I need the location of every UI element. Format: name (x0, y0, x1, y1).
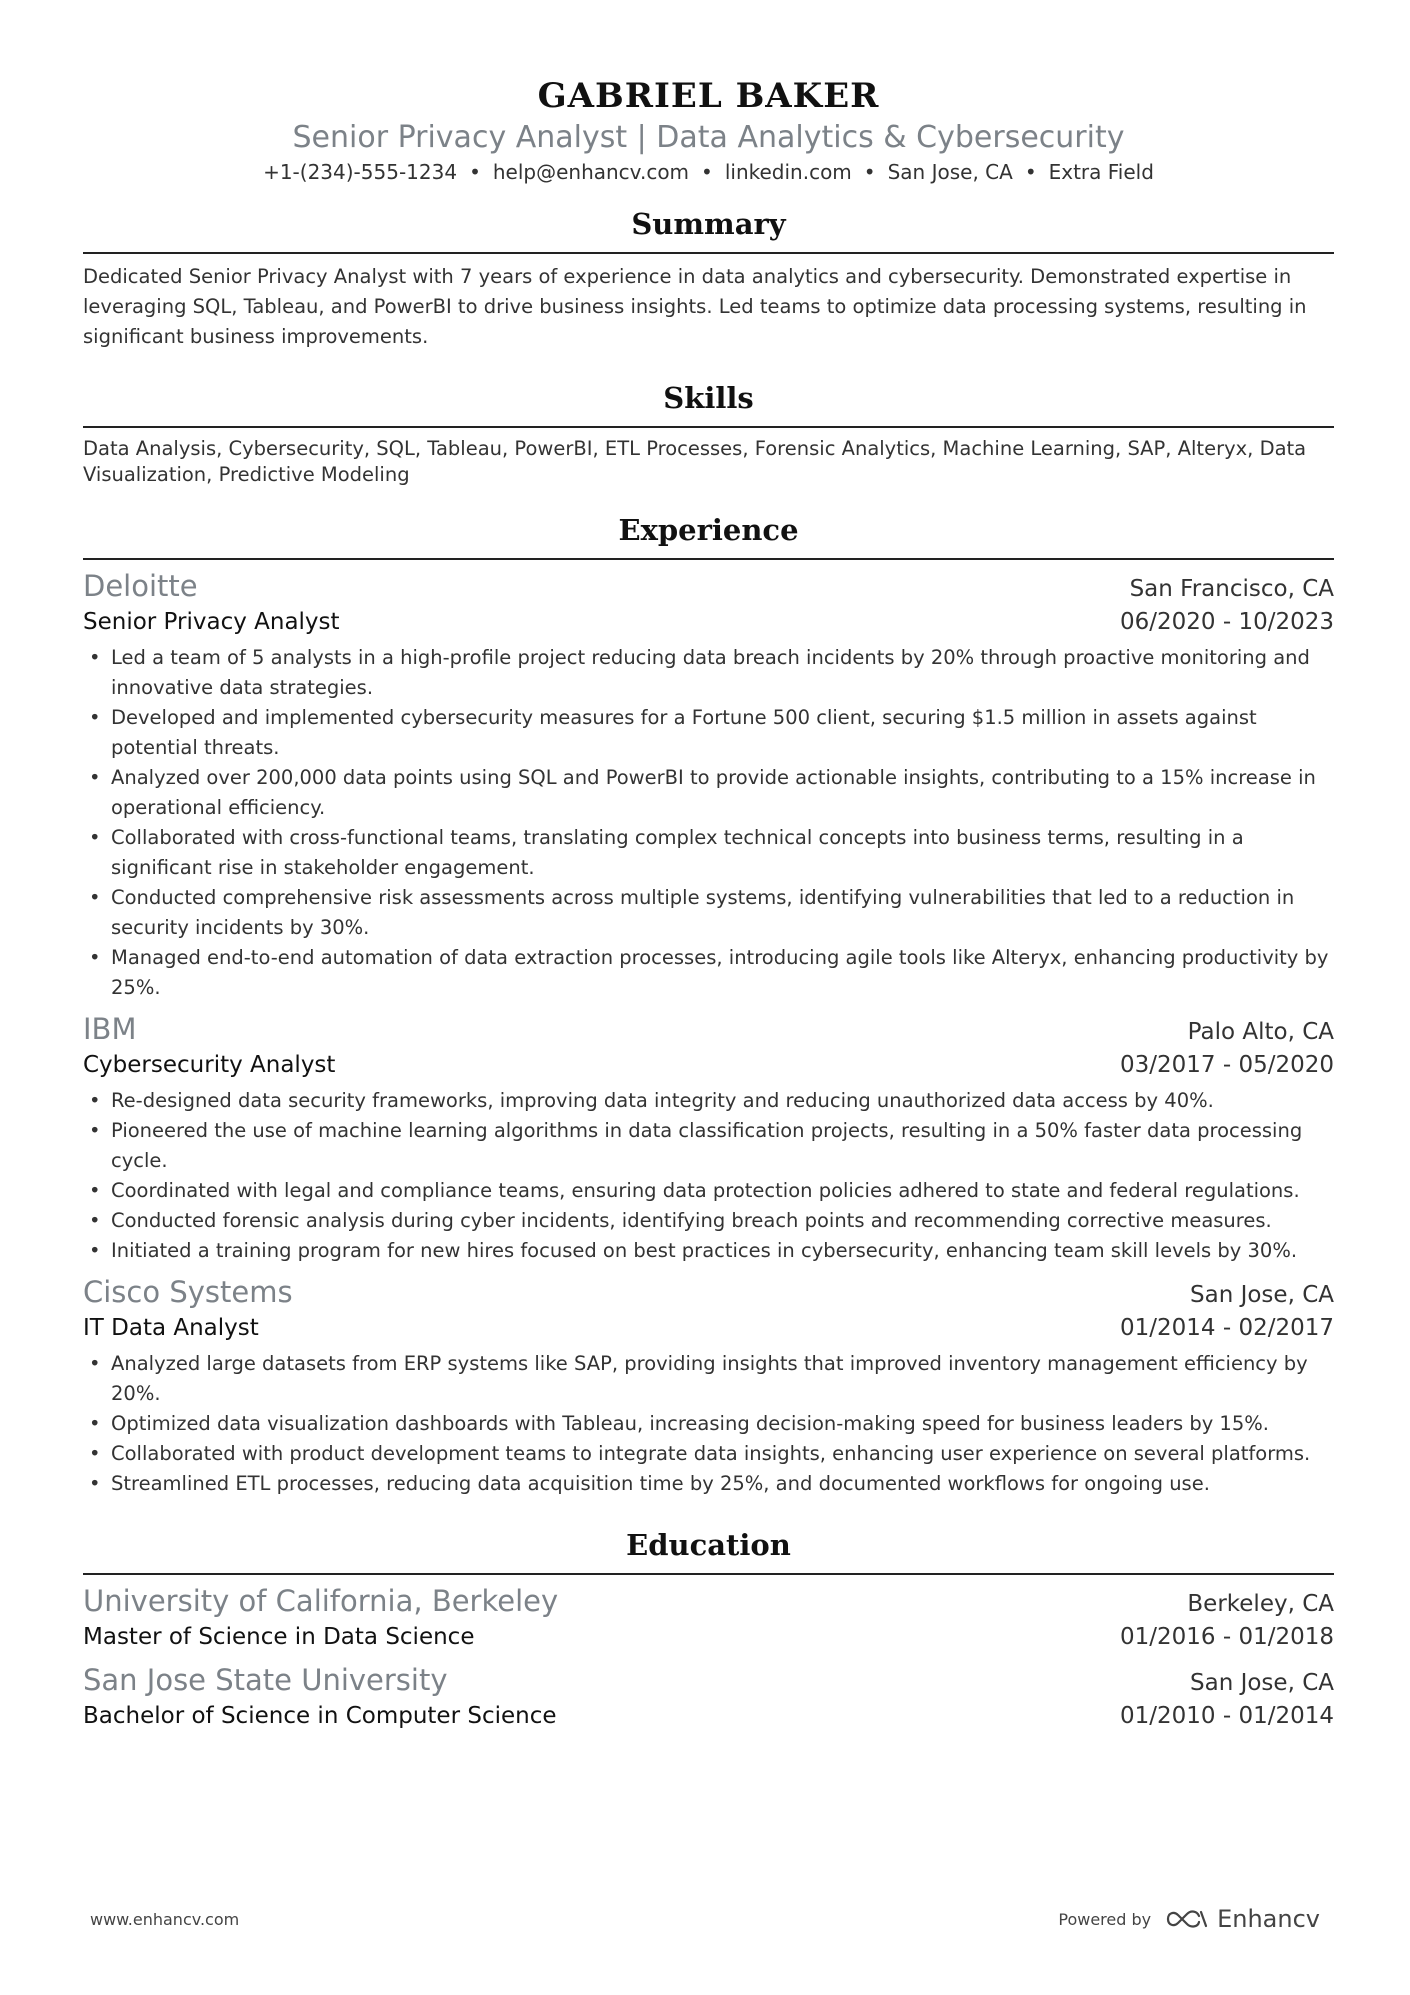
school-name: University of California, Berkeley (83, 1584, 559, 1618)
job-entry-ibm (83, 1011, 1334, 1266)
job-dates: 01/2014 - 02/2017 (1119, 1315, 1334, 1341)
enhancv-logo-icon (1165, 1908, 1209, 1930)
school-location: Berkeley, CA (1187, 1591, 1334, 1617)
contact-separator: • (863, 160, 876, 184)
footer-url[interactable]: www.enhancv.com (90, 1909, 240, 1929)
experience-section (83, 512, 1334, 1499)
summary-section (83, 206, 1334, 352)
job-role: Senior Privacy Analyst (83, 609, 340, 635)
contact-line (83, 158, 1334, 186)
job-entry-deloitte (83, 568, 1334, 1003)
company-name: IBM (83, 1012, 137, 1046)
education-entry-sjsu (83, 1662, 1334, 1733)
skills-list: Data Analysis, Cybersecurity, SQL, Tableau, PowerBI, ETL Processes, Forensic Analytics, Machine Learning, SAP, Alteryx, Data Visualization, Predictive Modeling (83, 437, 1307, 486)
education-dates: 01/2016 - 01/2018 (1119, 1624, 1334, 1650)
education-heading: Education (83, 1527, 1334, 1575)
degree-name: Master of Science in Data Science (83, 1624, 475, 1650)
contact-phone: +1-(234)-555-1234 (263, 160, 458, 184)
summary-heading: Summary (83, 206, 1334, 254)
contact-separator: • (469, 160, 481, 184)
education-entry-berkeley (83, 1583, 1334, 1654)
powered-by (1058, 1905, 1320, 1933)
company-name: Deloitte (83, 569, 198, 603)
brand-logo[interactable] (1165, 1905, 1320, 1933)
list-item: • Analyzed over 200,000 data points using SQL and PowerBI to provide actionable insights, contributing to a 15% increase in operational efficiency. (111, 763, 1334, 823)
list-item: • Managed end-to-end automation of data extraction processes, introducing agile tools like Alteryx, enhancing productivity by 25%. (111, 943, 1334, 1003)
job-location: San Jose, CA (1190, 1282, 1334, 1308)
job-role: Cybersecurity Analyst (83, 1052, 336, 1078)
list-item: • Optimized data visualization dashboards with Tableau, increasing decision-making speed for business leaders by 15%. (111, 1409, 1334, 1439)
skills-heading: Skills (83, 380, 1334, 428)
job-bullets (83, 643, 1334, 1003)
job-bullets (83, 1349, 1334, 1499)
list-item: • Led a team of 5 analysts in a high-profile project reducing data breach incidents by 20% through proactive monitoring and innovative data strategies. (111, 643, 1334, 703)
job-entry-cisco (83, 1274, 1334, 1499)
contact-linkedin[interactable]: linkedin.com (724, 160, 852, 184)
list-item: • Initiated a training program for new hires focused on best practices in cybersecurity, enhancing team skill levels by 30%. (111, 1236, 1334, 1266)
school-location: San Jose, CA (1190, 1670, 1334, 1696)
list-item: • Collaborated with cross-functional teams, translating complex technical concepts into business terms, resulting in a significant rise in stakeholder engagement. (111, 823, 1334, 883)
summary-text: Dedicated Senior Privacy Analyst with 7 years of experience in data analytics and cybersecurity. Demonstrated expertise in leveraging SQL, Tableau, and PowerBI to drive business insights. Led teams to optimize data processing systems, resulting in significant business improvements. (83, 265, 1307, 348)
brand-name: Enhancv (1217, 1905, 1320, 1933)
list-item: • Conducted comprehensive risk assessments across multiple systems, identifying vulnerabilities that led to a reduction in security incidents by 30%. (111, 883, 1334, 943)
job-bullets (83, 1086, 1334, 1266)
list-item: • Conducted forensic analysis during cyber incidents, identifying breach points and recommending corrective measures. (111, 1206, 1334, 1236)
list-item: • Developed and implemented cybersecurity measures for a Fortune 500 client, securing $1.5 million in assets against potential threats. (111, 703, 1334, 763)
contact-extra-field: Extra Field (1048, 160, 1154, 184)
contact-separator: • (701, 160, 713, 184)
job-location: San Francisco, CA (1129, 576, 1334, 602)
school-name: San Jose State University (83, 1663, 448, 1697)
powered-by-label: Powered by (1058, 1909, 1152, 1929)
resume-header (83, 76, 1334, 186)
job-dates: 06/2020 - 10/2023 (1119, 609, 1334, 635)
job-location: Palo Alto, CA (1187, 1019, 1334, 1045)
contact-separator: • (1024, 160, 1037, 184)
contact-location: San Jose, CA (887, 160, 1013, 184)
degree-name: Bachelor of Science in Computer Science (83, 1703, 557, 1729)
resume-page (83, 76, 1334, 1733)
candidate-name: GABRIEL BAKER (537, 76, 880, 116)
job-dates: 03/2017 - 05/2020 (1119, 1052, 1334, 1078)
list-item: • Pioneered the use of machine learning algorithms in data classification projects, resulting in a 50% faster data processing cycle. (111, 1116, 1334, 1176)
candidate-title: Senior Privacy Analyst | Data Analytics & Cybersecurity (292, 120, 1125, 155)
education-section (83, 1527, 1334, 1733)
company-name: Cisco Systems (83, 1275, 293, 1309)
education-dates: 01/2010 - 01/2014 (1119, 1703, 1334, 1729)
page-footer (90, 1905, 1320, 1933)
list-item: • Collaborated with product development teams to integrate data insights, enhancing user experience on several platforms. (111, 1439, 1334, 1469)
skills-section (83, 380, 1334, 488)
job-role: IT Data Analyst (83, 1315, 259, 1341)
experience-heading: Experience (83, 512, 1334, 560)
list-item: • Coordinated with legal and compliance teams, ensuring data protection policies adhered to state and federal regulations. (111, 1176, 1334, 1206)
contact-email[interactable]: help@enhancv.com (492, 160, 690, 184)
list-item: • Analyzed large datasets from ERP systems like SAP, providing insights that improved inventory management efficiency by 20%. (111, 1349, 1334, 1409)
list-item: • Re-designed data security frameworks, improving data integrity and reducing unauthorized data access by 40%. (111, 1086, 1334, 1116)
list-item: • Streamlined ETL processes, reducing data acquisition time by 25%, and documented workflows for ongoing use. (111, 1469, 1334, 1499)
